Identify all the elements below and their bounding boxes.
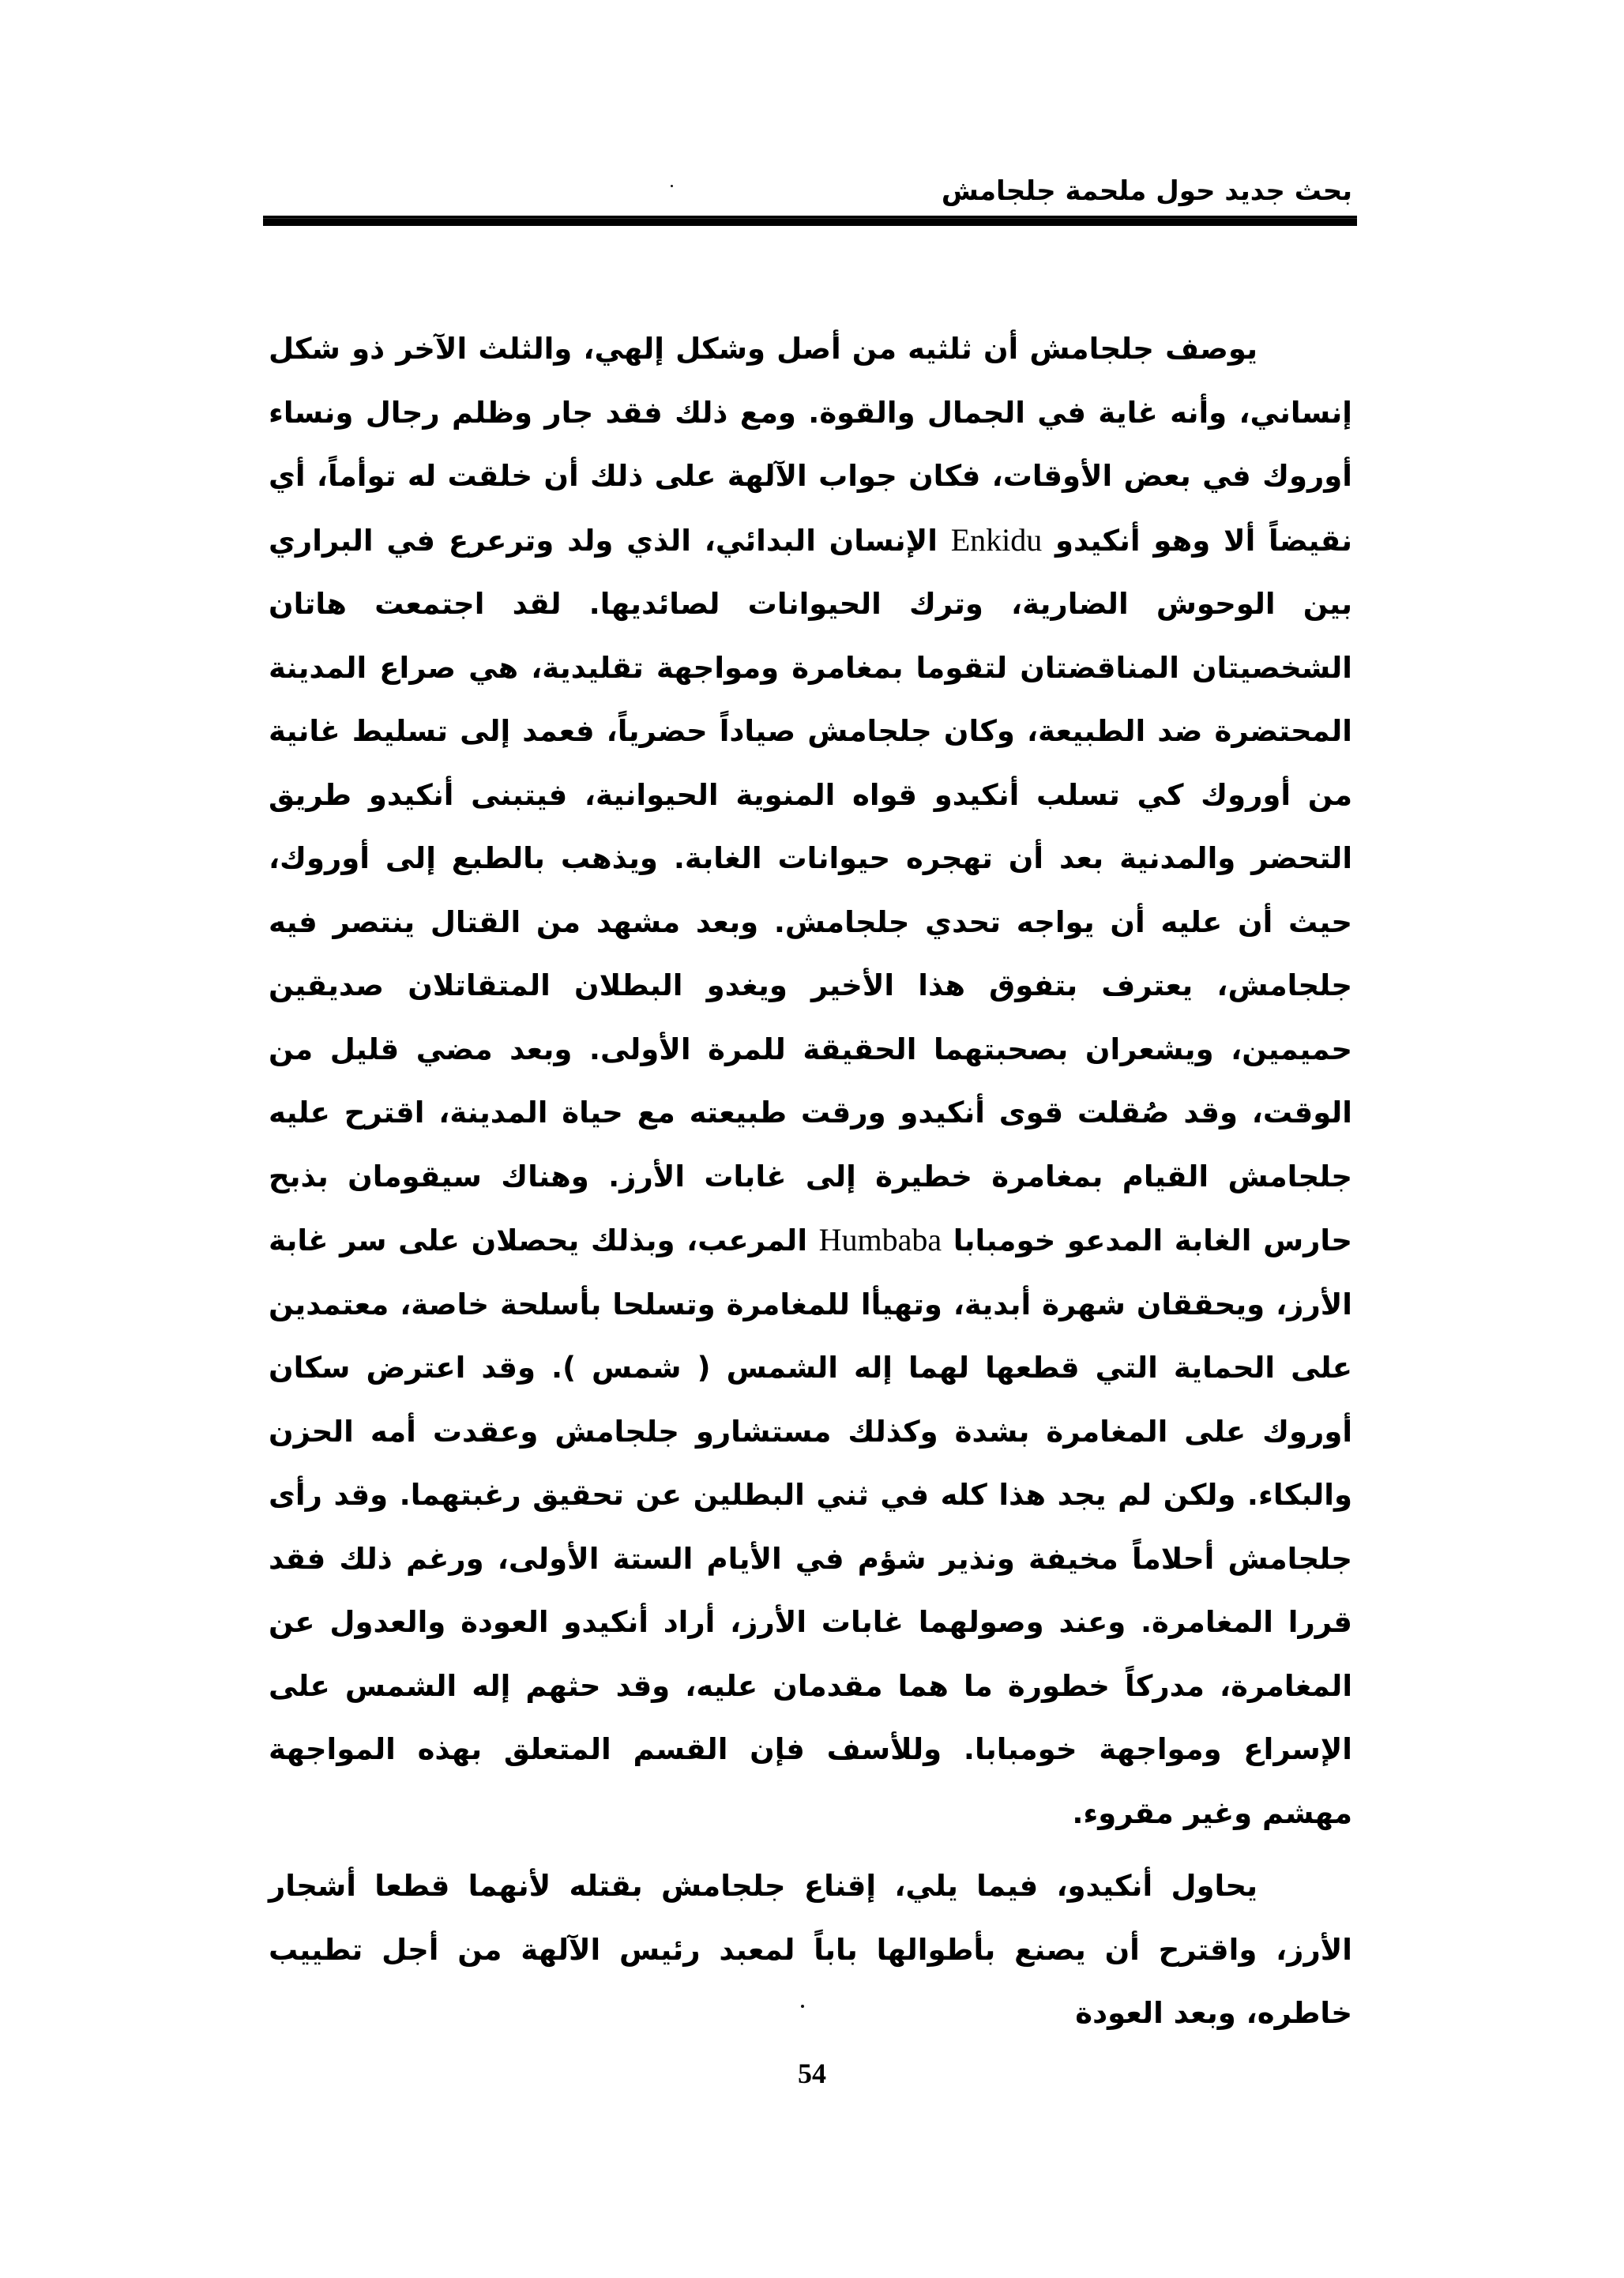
scan-speck: [801, 2005, 804, 2008]
running-header-title: بحث جديد حول ملحمة جلجامش: [941, 175, 1352, 207]
paragraph-1: [269, 318, 1352, 1845]
paragraph-1-text-a: يوصف جلجامش أن ثلثيه من أصل وشكل إلهي، والثلث الآخر ذو شكل إنساني، وأنه غاية في الجمال والقوة. ومع ذلك فقد جار وظلم رجال ونساء أوروك في بعض الأوقات، فكان جواب الآلهة على ذلك أن خلقت له توأماً، أي نقيضاً ألا وهو أنكيدو: [269, 332, 1353, 558]
running-header: [263, 167, 1357, 215]
header-rule: [263, 216, 1357, 226]
scan-speck: [671, 185, 673, 187]
paragraph-1-text-c: المرعب، وبذلك يحصلان على سر غابة الأرز، ويحققان شهرة أبدية، وتهيأا للمغامرة وتسلحا بأسلحة خاصة، معتمدين على الحماية التي قطعها لهما إله الشمس ( شمس ). وقد اعترض سكان أوروك على المغامرة بشدة وكذلك مستشارو جلجامش وعقدت أمه الحزن والبكاء. ولكن لم يجد هذا كله في ثني البطلين عن تحقيق رغبتهما. وقد رأى جلجامش أحلاماً مخيفة ونذير شؤم في الأيام الستة الأولى، ورغم ذلك فقد قررا المغامرة. وعند وصولهما غابات الأرز، أراد أنكيدو العودة والعدول عن المغامرة، مدركاً خطورة ما هما مقدمان عليه، وقد حثهم إله الشمس على الإسراع ومواجهة خومبابا. وللأسف فإن القسم المتعلق بهذه المواجهة مهشم وغير مقروء.: [269, 1224, 1352, 1830]
latin-term-enkidu: Enkidu: [950, 521, 1043, 558]
paragraph-1-text-b: الإنسان البدائي، الذي ولد وترعرع في البراري بين الوحوش الضارية، وترك الحيوانات لصائديها. لقد اجتمعت هاتان الشخصيتان المناقضتان لتقوما بمغامرة ومواجهة تقليدية، هي صراع المدينة المحتضرة ضد الطبيعة، وكان جلجامش صياداً حضرياً، فعمد إلى تسليط غانية من أوروك كي تسلب أنكيدو قواه المنوية الحيوانية، فيتبنى أنكيدو طريق التحضر والمدنية بعد أن تهجره حيوانات الغابة. ويذهب بالطبع إلى أوروك، حيث أن عليه أن يواجه تحدي جلجامش. وبعد مشهد من القتال ينتصر فيه جلجامش، يعترف بتفوق هذا الأخير ويغدو البطلان المتقاتلان صديقين حميمين، ويشعران بصحبتهما الحقيقة للمرة الأولى. وبعد مضي قليل من الوقت، وقد صُقلت قوى أنكيدو ورقت طبيعته مع حياة المدينة، اقترح عليه جلجامش القيام بمغامرة خطيرة إلى غابات الأرز. وهناك سيقومان بذبح حارس الغابة المدعو خومبابا: [269, 523, 1352, 1257]
paragraph-2: [269, 1855, 1352, 2046]
page-number: 54: [798, 2058, 826, 2089]
paragraph-2-text: يحاول أنكيدو، فيما يلي، إقناع جلجامش بقتله لأنهما قطعا أشجار الأرز، واقترح أن يصنع بأطوالها باباً لمعبد رئيس الآلهة من أجل تطييب خاطره، وبعد العودة: [269, 1869, 1352, 2030]
latin-term-humbaba: Humbaba: [818, 1222, 942, 1257]
body-text: [269, 318, 1352, 2046]
